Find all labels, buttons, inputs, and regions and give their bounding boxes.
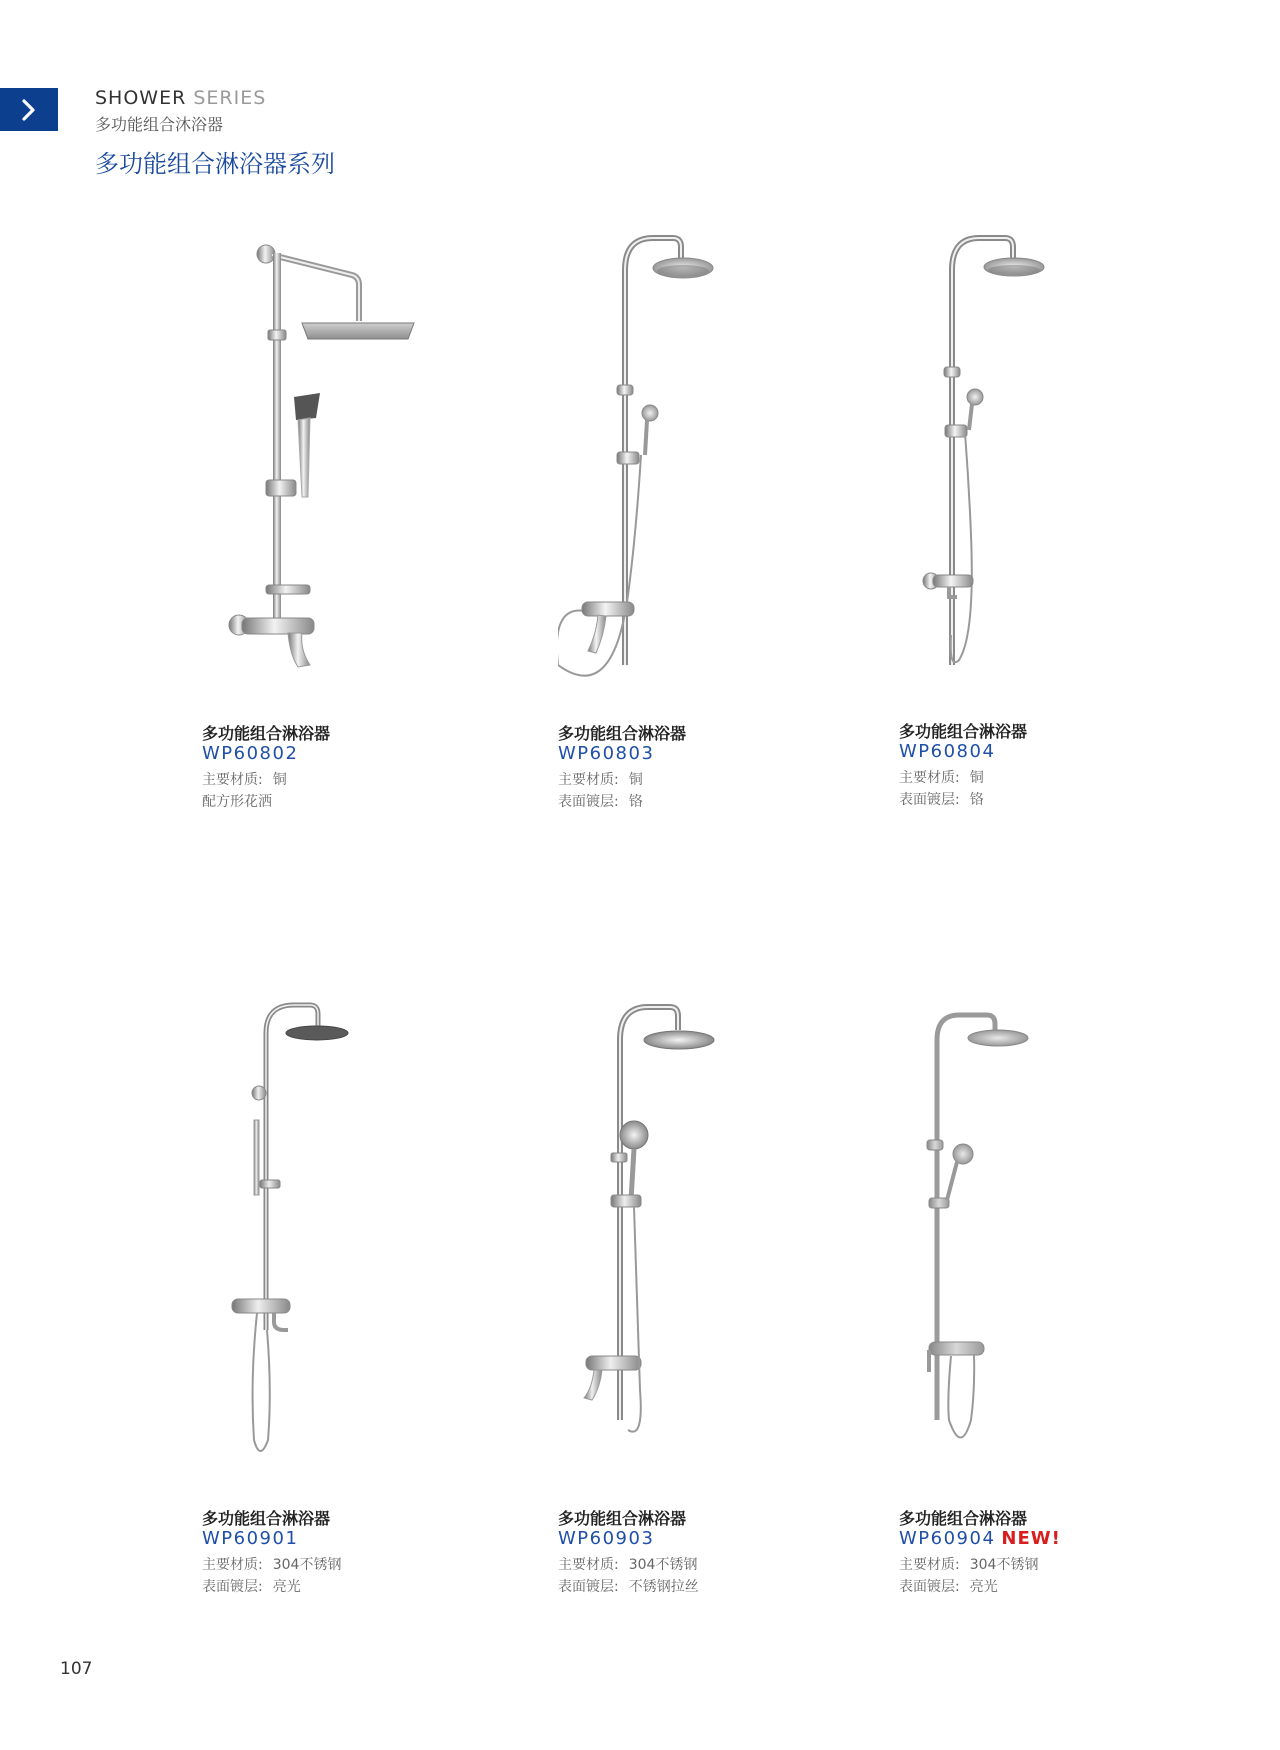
series-title	[95, 87, 266, 109]
spec-label: 主要材质:	[558, 1557, 619, 1573]
product-name: 多功能组合淋浴器	[558, 1509, 687, 1528]
model-number: WP60904	[899, 1528, 996, 1549]
product-name: 多功能组合淋浴器	[899, 722, 1028, 741]
product-spec-material	[202, 1554, 341, 1574]
spec-value: 亮光	[272, 1579, 301, 1595]
shower-column-image	[202, 1000, 432, 1470]
spec-value: 铜	[628, 772, 643, 788]
spec-value: 304不锈钢	[628, 1557, 698, 1573]
spec-value: 铬	[969, 792, 984, 808]
product-name: 多功能组合淋浴器	[558, 724, 687, 743]
shower-column-image	[558, 235, 788, 685]
spec-value: 铜	[272, 772, 287, 788]
product-model: WP60803	[558, 743, 655, 764]
series-word-shower: SHOWER	[95, 87, 187, 109]
spec-value: 配方形花洒	[202, 794, 272, 810]
product-spec-material	[202, 769, 287, 789]
page-number: 107	[60, 1659, 93, 1679]
chapter-tab	[0, 88, 58, 131]
new-badge: NEW!	[1001, 1528, 1061, 1549]
chevron-right-icon	[20, 98, 38, 122]
spec-value: 铜	[969, 770, 984, 786]
spec-value: 不锈钢拉丝	[628, 1579, 699, 1595]
product-spec-finish	[899, 1576, 998, 1596]
product-model	[899, 1528, 1061, 1549]
spec-label: 表面镀层:	[558, 794, 619, 810]
product-spec-material	[558, 769, 643, 789]
spec-value: 304不锈钢	[969, 1557, 1039, 1573]
spec-label: 表面镀层:	[558, 1579, 619, 1595]
shower-column-image	[899, 235, 1129, 685]
spec-value: 亮光	[969, 1579, 998, 1595]
shower-column-image	[899, 1000, 1129, 1470]
product-spec-finish	[202, 1576, 301, 1596]
product-model: WP60802	[202, 743, 299, 764]
series-subtitle: 多功能组合沐浴器	[95, 115, 224, 134]
product-spec-finish	[899, 789, 984, 809]
spec-label: 主要材质:	[202, 1557, 263, 1573]
page-title: 多功能组合淋浴器系列	[95, 150, 335, 178]
spec-label: 表面镀层:	[899, 1579, 960, 1595]
product-name: 多功能组合淋浴器	[202, 1509, 331, 1528]
spec-value: 304不锈钢	[272, 1557, 342, 1573]
product-name: 多功能组合淋浴器	[899, 1509, 1028, 1528]
product-spec-material	[899, 1554, 1038, 1574]
product-spec-feature	[202, 791, 272, 811]
spec-label: 主要材质:	[202, 772, 263, 788]
product-model: WP60804	[899, 741, 996, 762]
product-name: 多功能组合淋浴器	[202, 724, 331, 743]
product-spec-finish	[558, 1576, 699, 1596]
product-spec-material	[558, 1554, 697, 1574]
product-model: WP60901	[202, 1528, 299, 1549]
spec-value: 铬	[628, 794, 643, 810]
product-spec-finish	[558, 791, 643, 811]
shower-column-image	[202, 235, 432, 685]
spec-label: 表面镀层:	[202, 1579, 263, 1595]
spec-label: 主要材质:	[899, 770, 960, 786]
spec-label: 主要材质:	[899, 1557, 960, 1573]
spec-label: 表面镀层:	[899, 792, 960, 808]
spec-label: 主要材质:	[558, 772, 619, 788]
series-word-series: SERIES	[193, 87, 267, 109]
shower-column-image	[558, 1000, 788, 1470]
product-model: WP60903	[558, 1528, 655, 1549]
product-spec-material	[899, 767, 984, 787]
